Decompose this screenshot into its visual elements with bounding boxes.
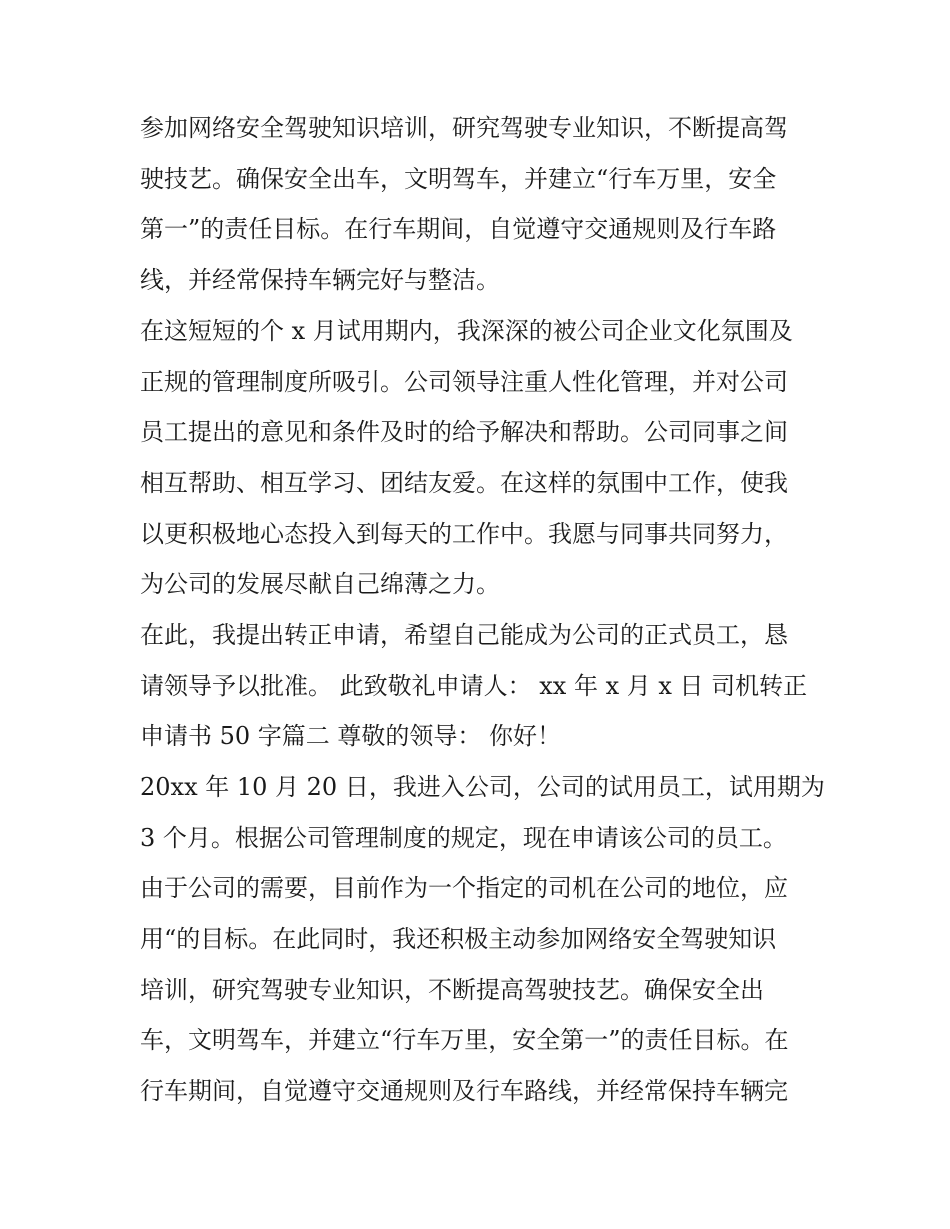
text-line: 3 个月。根据公司管理制度的规定，现在申请该公司的员工。: [140, 824, 787, 852]
text-line: 相互帮助、相互学习、团结友爱。在这样的氛围中工作，使我: [140, 469, 788, 497]
text-line: 驶技艺。确保安全出车，文明驾车，并建立“行车万里，安全: [140, 165, 777, 193]
text-line: 以更积极地心态投入到每天的工作中。我愿与同事共同努力，: [140, 520, 788, 548]
text-line: 正规的管理制度所吸引。公司领导注重人性化管理，并对公司: [140, 368, 788, 396]
text-line: 用“的目标。在此同时，我还积极主动参加网络安全驾驶知识: [140, 925, 777, 953]
text-line: 行车期间，自觉遵守交通规则及行车路线，并经常保持车辆完: [140, 1077, 788, 1105]
text-line: 在这短短的个 x 月试用期内，我深深的被公司企业文化氛围及: [140, 317, 793, 345]
text-line: 第一”的责任目标。在行车期间，自觉遵守交通规则及行车路: [140, 215, 777, 243]
text-line: 20xx 年 10 月 20 日，我进入公司，公司的试用员工，试用期为: [140, 773, 825, 801]
text-line: 员工提出的意见和条件及时的给予解决和帮助。公司同事之间: [140, 418, 788, 446]
text-line: 申请书 50 字篇二 尊敬的领导： 你好！: [140, 722, 562, 750]
text-line: 在此，我提出转正申请，希望自己能成为公司的正式员工，恳: [140, 621, 788, 649]
text-line: 车，文明驾车，并建立“行车万里，安全第一”的责任目标。在: [140, 1026, 789, 1054]
text-line: 由于公司的需要，目前作为一个指定的司机在公司的地位，应: [140, 874, 788, 902]
text-line: 请领导予以批准。 此致敬礼申请人： xx 年 x 月 x 日 司机转正: [140, 672, 808, 700]
text-line: 参加网络安全驾驶知识培训，研究驾驶专业知识，不断提高驾: [140, 114, 788, 142]
text-line: 线，并经常保持车辆完好与整洁。: [140, 266, 500, 294]
text-line: 培训，研究驾驶专业知识，不断提高驾驶技艺。确保安全出: [140, 976, 764, 1004]
text-line: 为公司的发展尽献自己绵薄之力。: [140, 570, 500, 598]
